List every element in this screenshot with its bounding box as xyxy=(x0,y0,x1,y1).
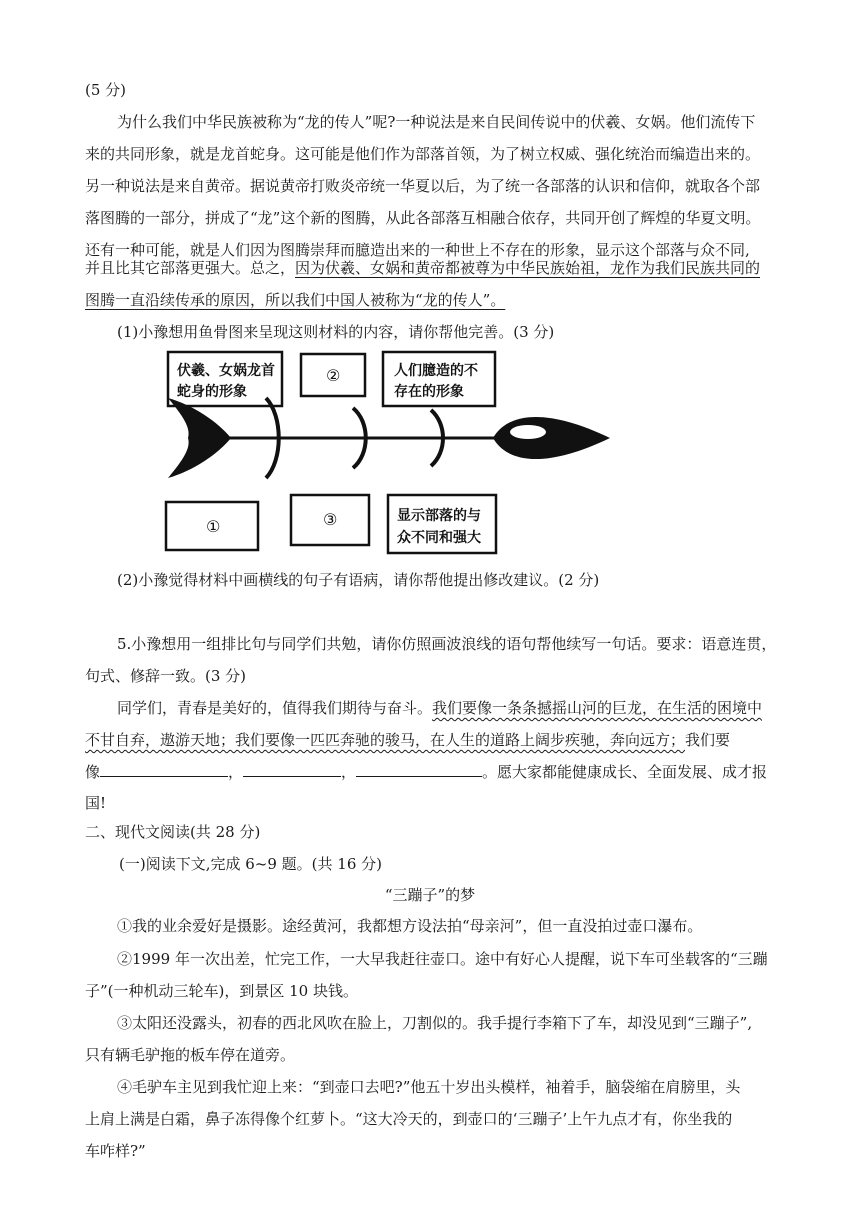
paragraph-line: 来的共同形象，就是龙首蛇身。这可能是他们作为部落首领，为了树立权威、强化统治而编造出来的。 xyxy=(85,145,761,163)
q5-fill-in-line: 国! xyxy=(85,794,107,812)
article-paragraph: ②1999 年一次出差，忙完工作，一大早我赶往壶口。途中有好心人提醒，说下车可坐载客的“三蹦 xyxy=(117,950,768,968)
wavy-underlined-sentence: 不甘自弃，遨游天地；我们要像一匹匹奔驰的骏马，在人生的道路上阔步疾驰，奔向远方； xyxy=(85,731,686,749)
article-paragraph: ③太阳还没露头，初春的西北风吹在脸上，刀割似的。我手提行李箱下了车，却没见到“三蹦子”, xyxy=(117,1014,753,1032)
q5-fill-in-line xyxy=(85,762,767,782)
score-header: (5 分) xyxy=(85,81,127,99)
section-heading: 二、现代文阅读(共 28 分) xyxy=(85,823,261,841)
article-paragraph: 车咋样?” xyxy=(85,1142,146,1160)
question-5-line: 5.小豫想用一组排比句与同学们共勉，请你仿照画波浪线的语句帮他续写一句话。要求：语意连贯， xyxy=(117,635,777,653)
q5-plain-text: 我们要 xyxy=(685,731,731,749)
box-bottom-right-text: 显示部落的与 xyxy=(397,508,481,524)
paragraph-line: 还有一种可能，就是人们因为图腾崇拜而臆造出来的一种世上不存在的形象，显示这个部落与众不同, xyxy=(85,241,750,259)
box-top-left-text: 蛇身的形象 xyxy=(177,384,247,400)
q5-plain-text: 像 xyxy=(85,763,101,781)
box-top-right-text: 人们臆造的不 xyxy=(394,363,478,379)
subquestion-2: (2)小豫觉得材料中画横线的句子有语病，请你帮他提出修改建议。(2 分) xyxy=(117,571,600,589)
circled-number-1: ① xyxy=(206,517,221,536)
wavy-underlined-sentence: 我们要像一条条撼摇山河的巨龙，在生活的困境中 xyxy=(432,699,763,717)
article-paragraph: 上肩上满是白霜，鼻子冻得像个红萝卜。“这大冷天的，到壶口的‘三蹦子’上午九点才有，你坐我的 xyxy=(85,1110,733,1128)
article-paragraph: ④毛驴车主见到我忙迎上来：“到壶口去吧?”他五十岁出头模样，袖着手，脑袋缩在肩膀里，头 xyxy=(117,1078,741,1096)
box-bottom-right-text: 众不同和强大 xyxy=(397,530,481,546)
paragraph-line: 落图腾的一部分，拼成了“龙”这个新的图腾，从此各部落互相融合依存，共同开创了辉煌的华夏文明。 xyxy=(85,209,761,227)
paragraph-plain-text: 并且比其它部落更强大。总之， xyxy=(85,259,296,277)
subquestion-1: (1)小豫想用鱼骨图来呈现这则材料的内容，请你帮他完善。(3 分) xyxy=(117,323,555,341)
fish-eye xyxy=(510,425,546,439)
article-title: “三蹦子”的梦 xyxy=(384,886,476,904)
paragraph-line xyxy=(85,258,760,278)
q5-paragraph-line xyxy=(85,730,730,750)
question-5-line: 句式、修辞一致。(3 分) xyxy=(85,667,247,685)
q5-paragraph-line xyxy=(117,698,762,718)
article-paragraph: ①我的业余爱好是摄影。途经黄河，我都想方设法拍“母亲河”，但一直没拍过壶口瀑布。 xyxy=(117,917,703,935)
circled-number-2: ② xyxy=(326,366,341,385)
underlined-sentence: 因为伏羲、女娲和黄帝都被尊为中华民族始祖，龙作为我们民族共同的 xyxy=(295,259,761,277)
comma: ， xyxy=(228,763,244,781)
article-paragraph: 子”(一种机动三轮车)，到景区 10 块钱。 xyxy=(85,982,358,1000)
fish-head xyxy=(493,417,610,459)
underlined-sentence: 图腾一直沿续传承的原因，所以我们中国人被称为“龙的传人”。 xyxy=(85,291,506,309)
answer-blank-2[interactable] xyxy=(243,762,341,777)
circled-number-3: ③ xyxy=(323,510,338,529)
box-top-left-text: 伏羲、女娲龙首 xyxy=(177,363,275,379)
paragraph-line: 为什么我们中华民族被称为“龙的传人”呢?一种说法是来自民间传说中的伏羲、女娲。他们流传下 xyxy=(117,113,756,131)
answer-blank-1[interactable] xyxy=(100,762,228,777)
q5-plain-text: 同学们，青春是美好的，值得我们期待与奋斗。 xyxy=(117,699,433,717)
q5-plain-text: 。愿大家都能健康成长、全面发展、成才报 xyxy=(482,763,768,781)
paragraph-line xyxy=(85,290,505,310)
paragraph-line: 另一种说法是来自黄帝。据说黄帝打败炎帝统一华夏以后，为了统一各部落的认识和信仰，就取各个部 xyxy=(85,177,761,195)
box-top-right-text: 存在的形象 xyxy=(394,384,464,400)
section-subheading: (一)阅读下文,完成 6~9 题。(共 16 分) xyxy=(119,855,382,873)
answer-blank-3[interactable] xyxy=(356,762,482,777)
comma: ， xyxy=(341,763,357,781)
article-paragraph: 只有辆毛驴拖的板车停在道旁。 xyxy=(85,1046,296,1064)
fishbone-diagram xyxy=(163,350,613,560)
